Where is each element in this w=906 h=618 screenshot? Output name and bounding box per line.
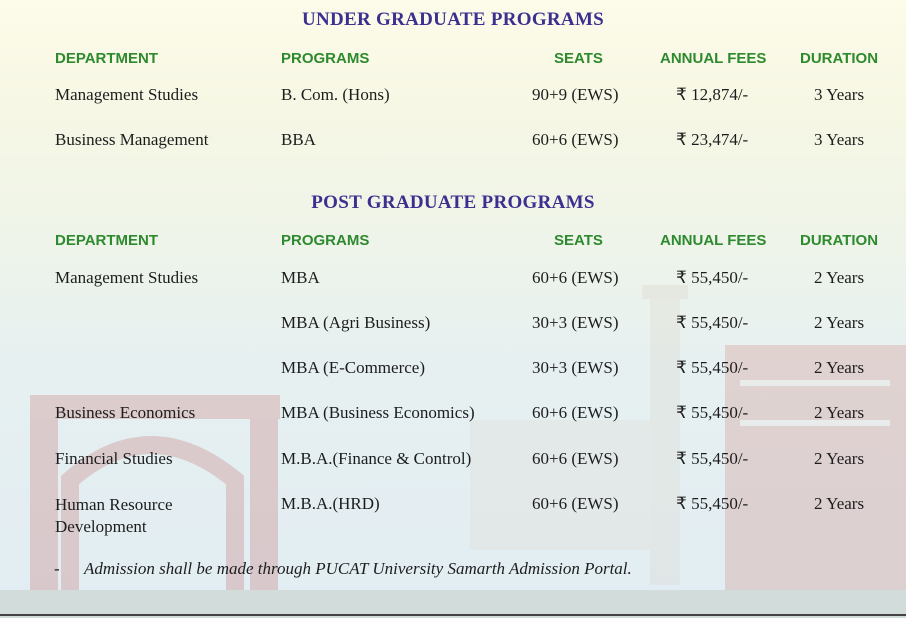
ug-header-annual-fees: ANNUAL FEES xyxy=(660,50,767,67)
pg-header-seats: SEATS xyxy=(554,232,603,249)
ug-header-department: DEPARTMENT xyxy=(55,50,159,67)
program-cell: MBA (E-Commerce) xyxy=(281,358,425,377)
seats-cell: 60+6 (EWS) xyxy=(532,403,619,422)
pg-header-annual-fees: ANNUAL FEES xyxy=(660,232,767,249)
ug-header-seats: SEATS xyxy=(554,50,603,67)
pg-section-title: POST GRADUATE PROGRAMS xyxy=(311,192,595,213)
seats-cell: 60+6 (EWS) xyxy=(532,130,619,149)
program-cell: MBA xyxy=(281,268,320,287)
seats-cell: 90+9 (EWS) xyxy=(532,85,619,104)
fees-cell: ₹ 55,450/- xyxy=(676,313,749,332)
department-cell: Business Economics xyxy=(55,403,196,422)
department-cell: Business Management xyxy=(55,130,209,149)
pg-header-programs: PROGRAMS xyxy=(281,232,370,249)
ug-header-programs: PROGRAMS xyxy=(281,50,370,67)
fees-cell: ₹ 12,874/- xyxy=(676,85,749,104)
program-cell: MBA (Business Economics) xyxy=(281,403,475,422)
fees-cell: ₹ 55,450/- xyxy=(676,494,749,513)
fees-cell: ₹ 55,450/- xyxy=(676,268,749,287)
pg-header-duration: DURATION xyxy=(800,232,879,249)
admission-note: Admission shall be made through PUCAT University Samarth Admission Portal. xyxy=(84,559,632,578)
program-cell: BBA xyxy=(281,130,316,149)
duration-cell: 3 Years xyxy=(814,85,865,104)
seats-cell: 60+6 (EWS) xyxy=(532,494,619,513)
program-cell: B. Com. (Hons) xyxy=(281,85,390,104)
ug-header-duration: DURATION xyxy=(800,50,879,67)
department-cell: Management Studies xyxy=(55,268,199,287)
fees-cell: ₹ 55,450/- xyxy=(676,449,749,468)
duration-cell: 2 Years xyxy=(814,494,865,513)
program-cell: M.B.A.(HRD) xyxy=(281,494,380,513)
fees-cell: ₹ 23,474/- xyxy=(676,130,749,149)
duration-cell: 2 Years xyxy=(814,313,865,332)
department-cell: Financial Studies xyxy=(55,449,173,468)
fees-cell: ₹ 55,450/- xyxy=(676,358,749,377)
duration-cell: 2 Years xyxy=(814,403,865,422)
ug-section-title: UNDER GRADUATE PROGRAMS xyxy=(301,9,605,30)
duration-cell: 3 Years xyxy=(814,130,865,149)
note-bullet: - xyxy=(54,559,60,578)
fees-cell: ₹ 55,450/- xyxy=(676,403,749,422)
program-cell: M.B.A.(Finance & Control) xyxy=(281,449,472,468)
program-cell: MBA (Agri Business) xyxy=(281,313,431,332)
duration-cell: 2 Years xyxy=(814,358,865,377)
duration-cell: 2 Years xyxy=(814,449,865,468)
duration-cell: 2 Years xyxy=(814,268,865,287)
department-cell: Management Studies xyxy=(55,85,199,104)
department-cell: Human Resource Development xyxy=(55,495,173,536)
pg-header-department: DEPARTMENT xyxy=(55,232,159,249)
bottom-divider xyxy=(0,614,906,616)
seats-cell: 60+6 (EWS) xyxy=(532,449,619,468)
seats-cell: 30+3 (EWS) xyxy=(532,358,619,377)
seats-cell: 60+6 (EWS) xyxy=(532,268,619,287)
seats-cell: 30+3 (EWS) xyxy=(532,313,619,332)
